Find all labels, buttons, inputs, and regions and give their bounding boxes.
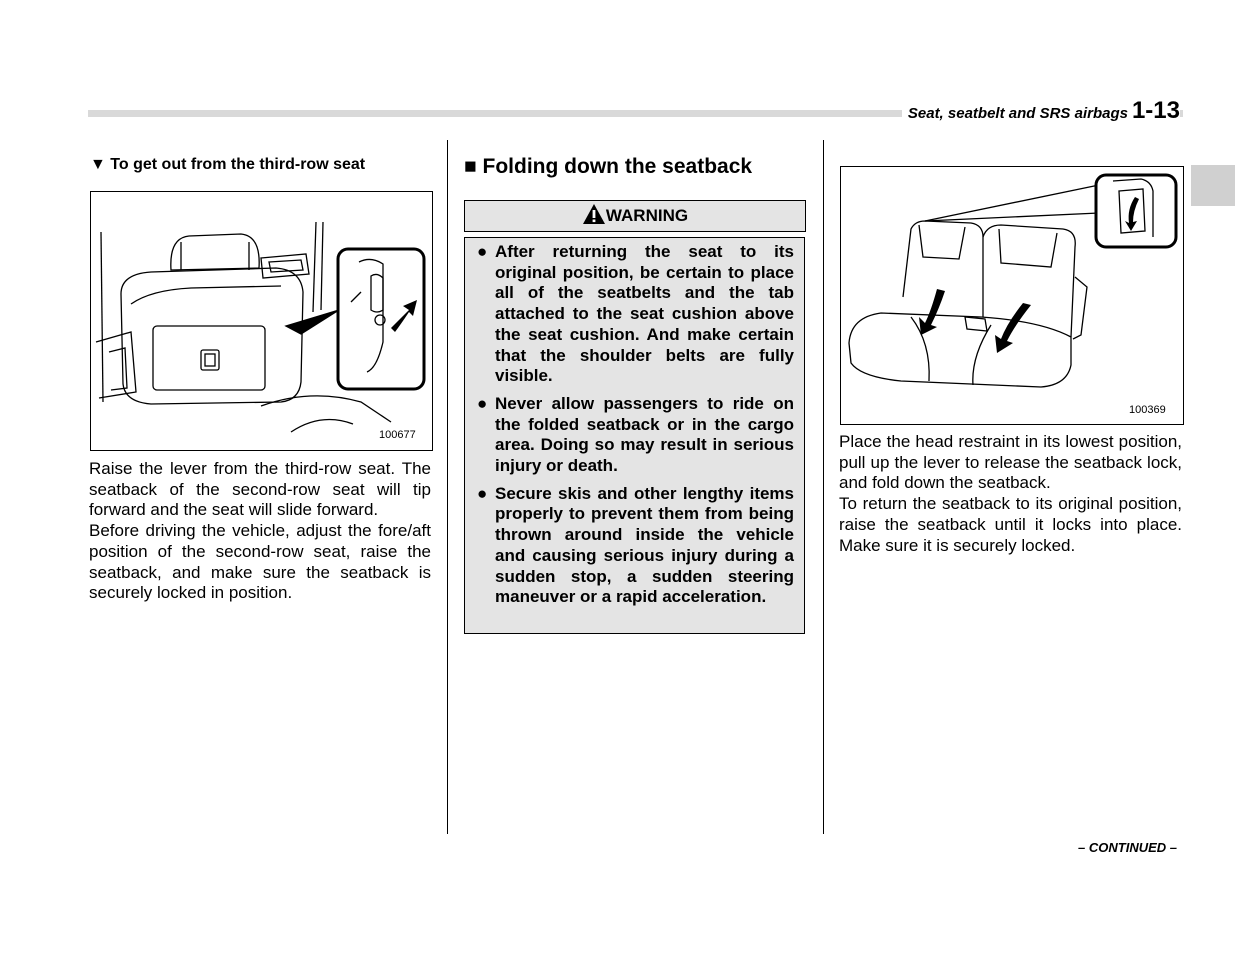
warning-item-text: After returning the seat to its original position, be certain to place all of the seatbelts and the tab attached to the seat cushion above the seat cushion. And make certain that the shoulder belts are fully visible. xyxy=(495,242,794,386)
paragraph: Raise the lever from the third-row seat. The seatback of the second-row seat will tip forward and the seat will slide forward. xyxy=(89,459,431,520)
warning-header xyxy=(464,200,806,232)
right-body-text xyxy=(839,432,1182,556)
figure-third-row-lever xyxy=(90,191,433,451)
bullet-icon: ● xyxy=(477,393,488,413)
warning-item-text: Secure skis and other lengthy items properly to prevent them from being thrown around inside the vehicle and causing serious injury during a sudden stop, a sudden steering maneuver or a rapid acceleration. xyxy=(495,483,794,607)
figure-number-100369: 100369 xyxy=(1129,404,1166,416)
bullet-icon: ● xyxy=(477,242,488,261)
warning-label: WARNING xyxy=(605,206,689,225)
paragraph: Place the head restraint in its lowest position, pull up the lever to release the seatback lock, and fold down the seatback. xyxy=(839,432,1182,493)
subheading xyxy=(90,156,365,174)
continued-note: – CONTINUED – xyxy=(1078,840,1177,855)
square-marker-icon: ■ xyxy=(464,155,477,178)
section-heading xyxy=(464,155,752,179)
header-chapter-title: Seat, seatbelt and SRS airbags xyxy=(907,105,1128,122)
warning-box xyxy=(464,237,805,634)
left-body-text xyxy=(89,459,431,604)
fold-seatback-illustration xyxy=(841,167,1183,424)
column-divider-right xyxy=(823,140,824,834)
paragraph: To return the seatback to its original position, raise the seatback until it locks into place. Make sure it is securely locked. xyxy=(839,494,1182,555)
chapter-tab xyxy=(1191,165,1235,206)
warning-item xyxy=(475,394,794,477)
section-heading-text: Folding down the seatback xyxy=(482,155,753,178)
warning-item-text: Never allow passengers to ride on the folded seatback or in the cargo area. Doing so may result in serious injury or death. xyxy=(495,393,794,476)
seat-lever-illustration xyxy=(91,192,432,450)
triangle-marker-icon: ▼ xyxy=(90,156,106,173)
bullet-icon: ● xyxy=(477,483,488,503)
running-header xyxy=(902,96,1180,129)
warning-item xyxy=(475,484,794,608)
subheading-text: To get out from the third-row seat xyxy=(110,156,366,173)
column-divider-left xyxy=(447,140,448,834)
paragraph: Before driving the vehicle, adjust the fore/aft position of the second-row seat, raise the seatback, and make sure the seatback is securely locked in position. xyxy=(89,521,431,603)
warning-item xyxy=(475,242,794,387)
page-number: 1-13 xyxy=(1131,97,1180,124)
figure-fold-seatback xyxy=(840,166,1184,425)
warning-triangle-icon xyxy=(582,203,606,225)
figure-number-100677: 100677 xyxy=(379,429,416,441)
